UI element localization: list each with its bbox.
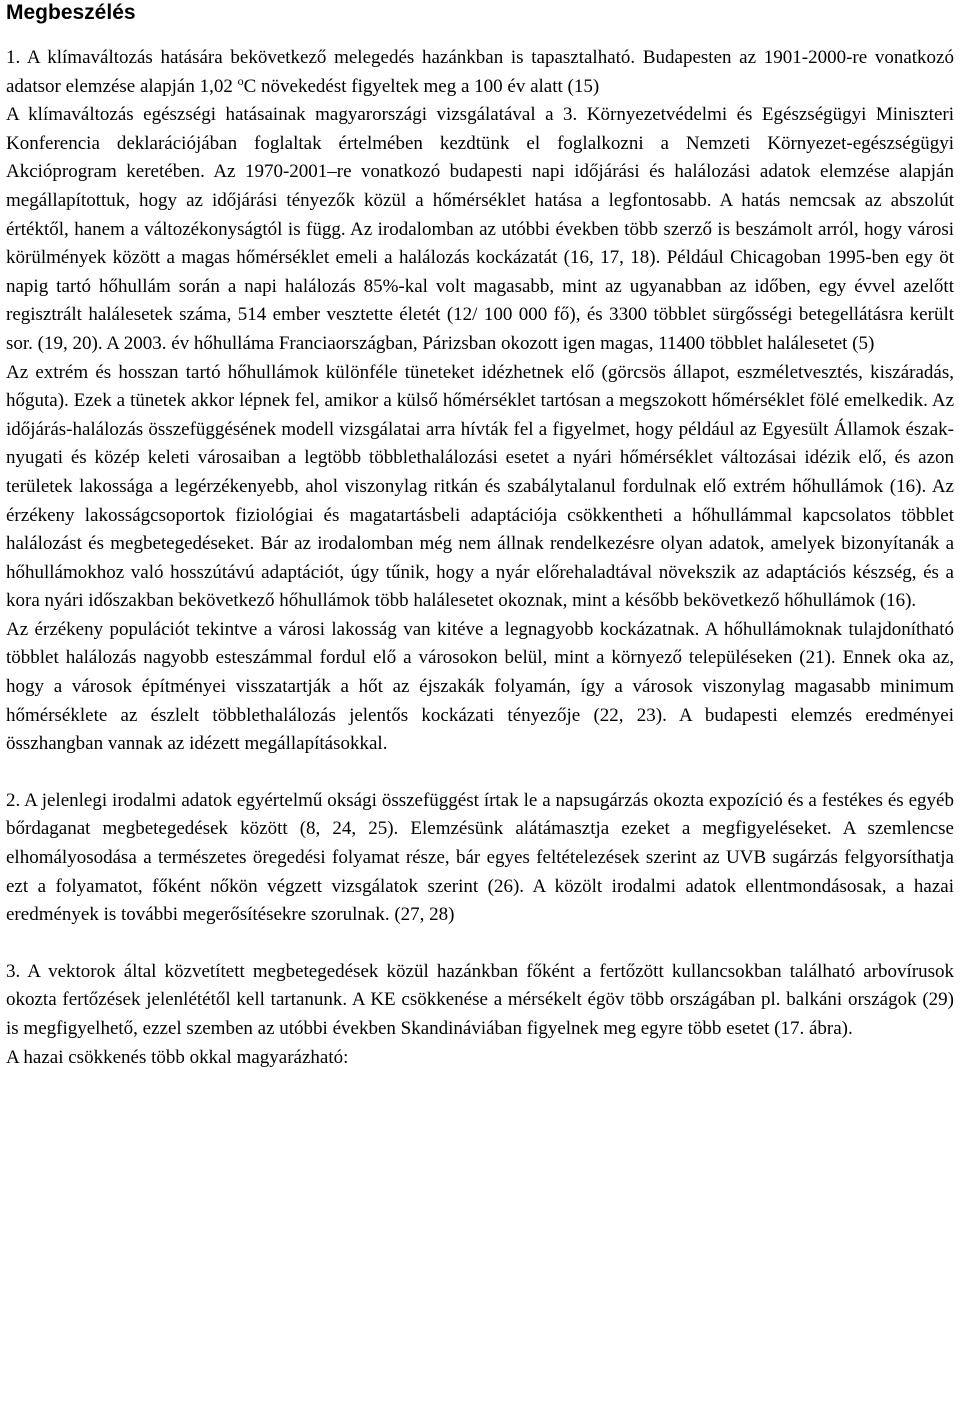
section-1-intro (6, 44, 954, 101)
spacer (6, 759, 954, 787)
section-3 (6, 958, 954, 1072)
document-page (6, 0, 954, 1072)
section-1-paragraph-b: Az extrém és hosszan tartó hőhullámok különféle tüneteket idézhetnek elő (görcsös állapot, eszméletvesztés, kiszáradás, hőguta). Ezek a tünetek akkor lépnek fel, amikor a külső hőmérséklet tartósan a megszokott hőmérséklet fölé emelkedik. Az időjárás-halálozás összefüggésének modell vizsgálatai arra hívták fel a figyelmet, hogy például az Egyesült Államok észak-nyugati és közép keleti városaiban a legtöbb többlethalálozási esetet a nyári hőmérséklet változásai idézik elő, és azon területek lakossága a legérzékenyebb, ahol viszonylag ritkán és szabálytalanul fordulnak elő extrém hőhullámok (16). Az érzékeny lakosságcsoportok fiziológiai és magatartásbeli adaptációja csökkentheti a hőhullámmal kapcsolatos többlet halálozást és megbetegedéseket. Bár az irodalomban még nem állnak rendelkezésre olyan adatok, amelyek bizonyítanák a hőhullámokhoz való hosszútávú adaptációt, úgy tűnik, hogy a nyár előrehaladtával növekszik az adaptációs készség, és a kora nyári időszakban bekövetkező hőhullámok több halálesetet okoznak, mint a később bekövetkező hőhullámok (16). (6, 361, 954, 612)
spacer (6, 25, 954, 44)
section-1 (6, 44, 954, 759)
section-1-intro-part-1: 1. A klímaváltozás hatására bekövetkező melegedés hazánkban is tapasztalható. Budapesten az 1901-2000-re vonatkozó adatsor elemzése alapján 1,02 (6, 47, 954, 97)
section-1-intro-part-2: C növekedést figyeltek meg a 100 év alatt (15) (243, 75, 600, 97)
spacer (6, 930, 954, 958)
section-1-paragraph-c: Az érzékeny populációt tekintve a városi lakosság van kitéve a legnagyobb kockázatnak. A hőhullámoknak tulajdonítható többlet halálozás nagyobb esteszámmal fordul elő a városokon belül, mint a környező településeken (21). Ennek oka az, hogy a városok építményei visszatartják a hőt az éjszakák folyamán, így a városok viszonylag magasabb minimum hőmérséklete az észlelt többlethalálozás jelentős kockázati tényezője (22, 23). A budapesti elemzés eredményei összhangban vannak az idézett megállapításokkal. (6, 618, 954, 755)
section-2 (6, 787, 954, 930)
section-3-last-line: A hazai csökkenés több okkal magyarázható: (6, 1046, 349, 1068)
degree-superscript: o (237, 73, 244, 88)
section-1-paragraph-a: A klímaváltozás egészségi hatásainak magyarországi vizsgálatával a 3. Környezetvédelmi és Egészségügyi Miniszteri Konferencia deklarációjában foglaltak értelmében kezdtünk el foglalkozni a Nemzeti Környezet-egészségügyi Akcióprogram keretében. Az 1970-2001–re vonatkozó budapesti napi időjárási és halálozási adatok elemzése alapján megállapítottuk, hogy az időjárási tényezők közül a hőmérséklet hatása a legfontosabb. A hatás nemcsak az abszolút értéktől, hanem a változékonyságtól is függ. Az irodalomban az utóbbi években több szerző is beszámolt arról, hogy városi körülmények között a magas hőmérséklet emeli a halálozás kockázatát (16, 17, 18). Például Chicagoban 1995-ben egy öt napig tartó hőhullám során a napi halálozás 85%-kal volt magasabb, mint az ugyanabban az időben, egy évvel azelőtt regisztrált halálesetek száma, 514 ember vesztette életét (12/ 100 000 fő), és 3300 többlet sürgősségi betegellátásra került sor. (19, 20). A 2003. év hőhulláma Franciaországban, Párizsban okozott igen magas, 11400 többlet halálesetet (5) (6, 104, 954, 354)
section-2-paragraph: 2. A jelenlegi irodalmi adatok egyértelmű oksági összefüggést írtak le a napsugárzás okozta expozíció és a festékes és egyéb bőrdaganat megbetegedések között (8, 24, 25). Elemzésünk alátámasztja ezeket a megfigyeléseket. A szemlencse elhomályosodása a természetes öregedési folyamat része, bár egyes feltételezések szerint az UVB sugárzás felgyorsíthatja ezt a folyamatot, főként nőkön végzett vizsgálatok szerint (26). A közölt irodalmi adatok ellentmondásosak, a hazai eredmények is további megerősítésekre szorulnak. (27, 28) (6, 789, 954, 926)
section-3-paragraph: 3. A vektorok által közvetített megbetegedések közül hazánkban főként a fertőzött kullancsokban található arbovírusok okozta fertőzések jelenlététől kell tartanunk. A KE csökkenése a mérsékelt égöv több országában pl. balkáni országok (29) is megfigyelhető, ezzel szemben az utóbbi években Skandináviában figyelnek meg egyre több esetet (17. ábra). (6, 960, 954, 1039)
section-heading: Megbeszélés (6, 1, 136, 24)
